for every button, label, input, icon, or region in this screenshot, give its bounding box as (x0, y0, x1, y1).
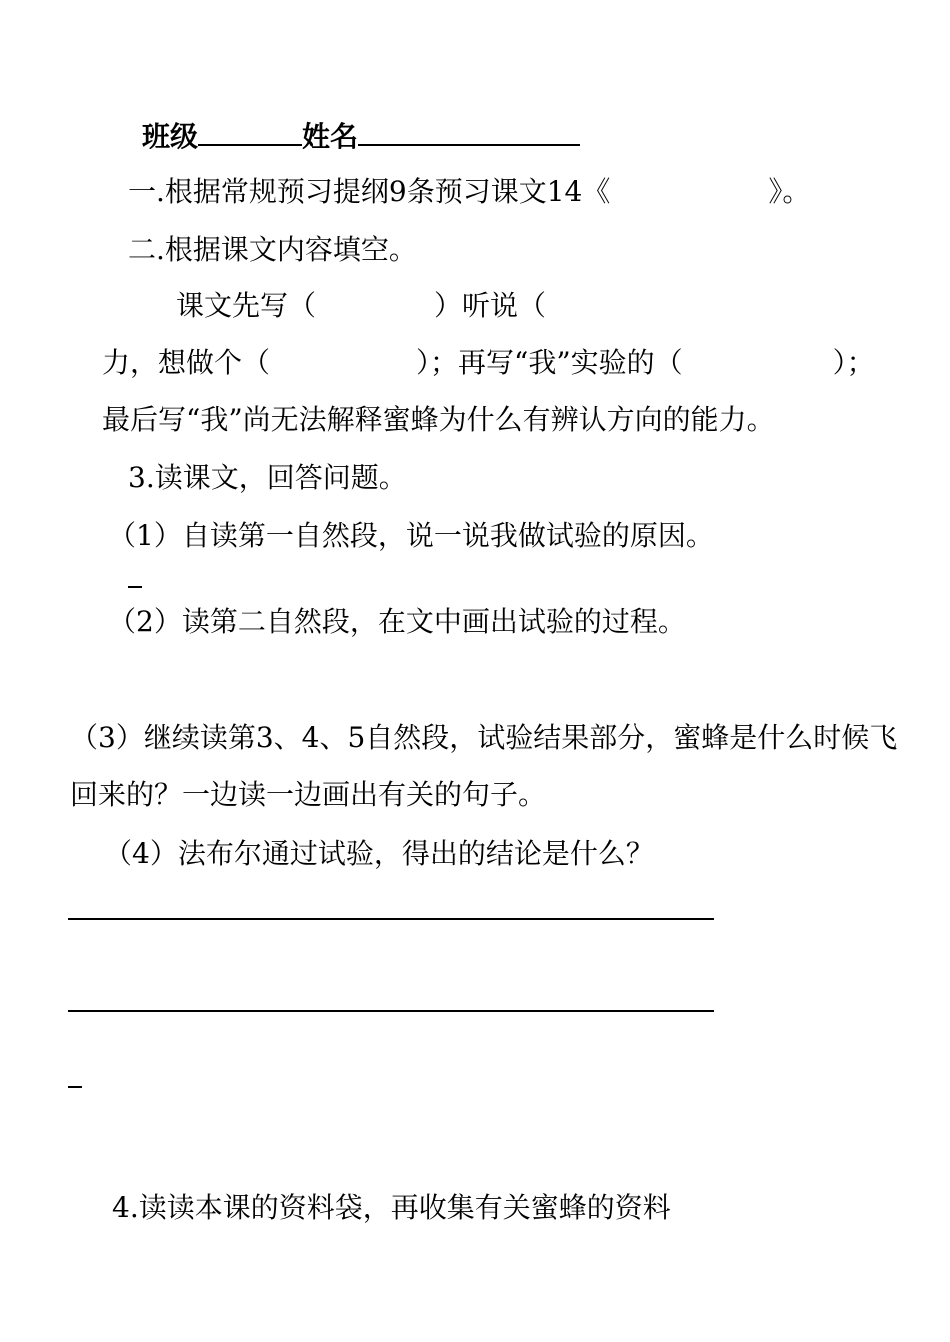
question-2-title: 二.根据课文内容填空。 (128, 233, 417, 266)
answer-line-2[interactable] (68, 1010, 714, 1012)
question-3-sub-4: （4）法布尔通过试验，得出的结论是什么？ (104, 837, 654, 870)
question-1-end: 》。 (768, 175, 811, 208)
class-blank[interactable] (198, 116, 302, 146)
q2-text-b: ）听说（ (434, 289, 547, 322)
question-3-sub-2: （2）读第二自然段，在文中画出试验的过程。 (108, 605, 686, 638)
question-2-line-2 (102, 345, 875, 381)
answer-dash-1 (128, 586, 142, 588)
question-4-title: 4.读读本课的资料袋，再收集有关蜜蜂的资料 (112, 1191, 671, 1224)
answer-dash-2 (68, 1086, 82, 1088)
name-blank[interactable] (358, 116, 580, 146)
question-2-line-3: 最后写“我”尚无法解释蜜蜂为什么有辨认方向的能力。 (102, 403, 775, 436)
question-1-text: 一.根据常规预习提纲9条预习课文14《 (128, 175, 611, 208)
class-label: 班级 (142, 120, 199, 153)
answer-line-1[interactable] (68, 918, 714, 920)
q2-text-c: 力，想做个（ (102, 346, 271, 379)
question-1 (128, 174, 810, 210)
header-line (142, 116, 580, 155)
question-3-sub-3-line-1: （3）继续读第3、4、5自然段，试验结果部分，蜜蜂是什么时候飞 (70, 721, 898, 754)
q2-text-e: ）； (832, 346, 875, 379)
question-2-line-1 (176, 288, 546, 324)
q2-text-d: ）；再写“我”实验的（ (416, 346, 683, 379)
question-3-sub-3-line-2: 回来的？一边读一边画出有关的句子。 (70, 778, 547, 811)
question-3-sub-1: （1）自读第一自然段，说一说我做试验的原因。 (108, 519, 714, 552)
name-label: 姓名 (302, 120, 359, 153)
question-3-title: 3.读课文，回答问题。 (128, 461, 407, 494)
q2-text-a: 课文先写（ (176, 289, 317, 322)
